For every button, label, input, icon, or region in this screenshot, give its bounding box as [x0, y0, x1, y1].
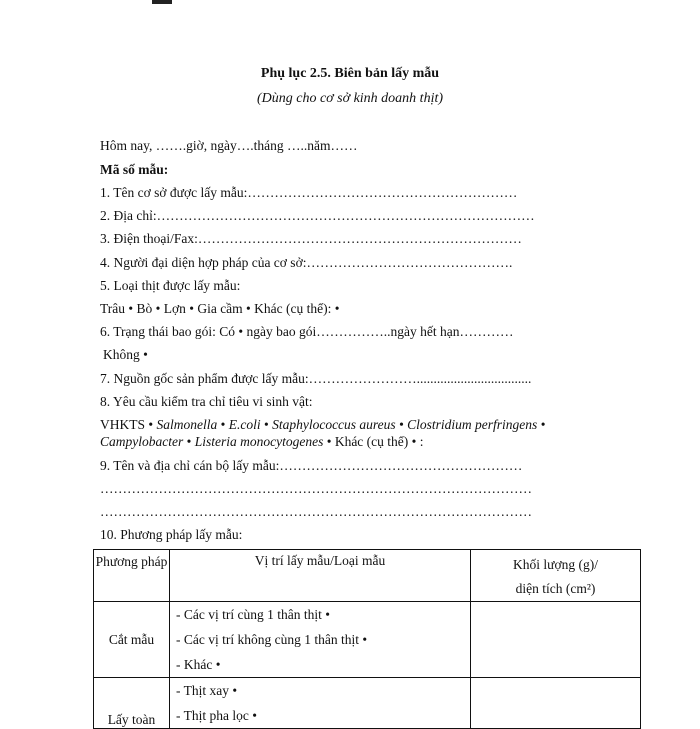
weight-cell	[471, 678, 641, 729]
field-sampling-method-label: 10. Phương pháp lấy mẫu:	[100, 527, 243, 542]
table-row	[94, 678, 641, 729]
table-row	[94, 602, 641, 678]
list-item: - Khác •	[176, 657, 221, 672]
field-sampler-info: 9. Tên và địa chỉ cán bộ lấy mẫu:………………………………………………	[100, 458, 523, 473]
field-sampler-info-cont1: ……………………………………………………………………………………	[100, 481, 532, 496]
field-meat-type-label: 5. Loại thịt được lấy mẫu:	[100, 278, 241, 293]
list-item: - Các vị trí cùng 1 thân thịt •	[176, 607, 330, 622]
date-line: Hôm nay, …….giờ, ngày….tháng …..năm……	[100, 138, 358, 153]
field-address: 2. Địa chỉ:…………………………………………………………………………	[100, 208, 535, 223]
field-product-origin: 7. Nguồn gốc sản phẩm được lấy mẫu:……………………..................................	[100, 371, 532, 386]
table-header-row	[94, 550, 641, 602]
clostridium-text: Clostridium perfringens	[407, 417, 538, 432]
listeria-text: Listeria monocytogenes	[194, 434, 324, 449]
list-item: - Thịt xay •	[176, 683, 238, 698]
sampling-method-table	[93, 549, 641, 729]
header-weight: Khối lượng (g)/	[513, 557, 598, 572]
field-phone-fax: 3. Điện thoại/Fax:………………………………………………………………	[100, 231, 522, 246]
method-cell: Cắt mẫu	[94, 602, 170, 678]
field-legal-representative: 4. Người đại diện hợp pháp của cơ sở:……………………………………….	[100, 255, 513, 270]
field-packaging-status: 6. Trạng thái bao gói: Có • ngày bao gói……………..ngày hết hạn…………	[100, 324, 514, 339]
method-cell: Lấy toàn	[94, 678, 170, 729]
campylobacter-text: Campylobacter	[100, 434, 184, 449]
header-location: Vị trí lấy mẫu/Loại mẫu	[170, 550, 471, 602]
list-item: - Thịt pha lọc •	[176, 708, 257, 723]
field-packaging-no: Không •	[103, 347, 148, 362]
salmonella-text: Salmonella	[156, 417, 218, 432]
header-area: diện tích (cm²)	[515, 581, 596, 596]
list-item: - Các vị trí không cùng 1 thân thịt •	[176, 632, 368, 647]
location-cell	[170, 602, 471, 678]
page-top-mark	[152, 0, 172, 4]
document-subtitle: (Dùng cho cơ sở kinh doanh thịt)	[256, 91, 444, 106]
sample-code-label: Mã số mẫu:	[100, 162, 169, 177]
field-microbio-options-line2: Campylobacter • Listeria monocytogenes • Khác (cụ thể) • :	[100, 434, 424, 449]
field-facility-name: 1. Tên cơ sở được lấy mẫu:……………………………………………………	[100, 185, 518, 200]
document-title: Phụ lục 2.5. Biên bản lấy mẫu	[260, 66, 440, 81]
field-sampler-info-cont2: ……………………………………………………………………………………	[100, 504, 532, 519]
header-weight-area	[471, 550, 641, 602]
staph-text: Staphylococcus aureus	[272, 417, 396, 432]
field-meat-type-options: Trâu • Bò • Lợn • Gia cầm • Khác (cụ thể): •	[100, 301, 340, 316]
field-microbio-options-line1: VHKTS • Salmonella • E.coli • Staphylococcus aureus • Clostridium perfringens •	[100, 417, 546, 432]
field-microbio-label: 8. Yêu cầu kiểm tra chỉ tiêu vi sinh vật:	[100, 394, 313, 409]
ecoli-text: E.coli	[228, 417, 261, 432]
location-cell	[170, 678, 471, 729]
weight-cell	[471, 602, 641, 678]
header-method: Phương pháp	[94, 550, 170, 602]
